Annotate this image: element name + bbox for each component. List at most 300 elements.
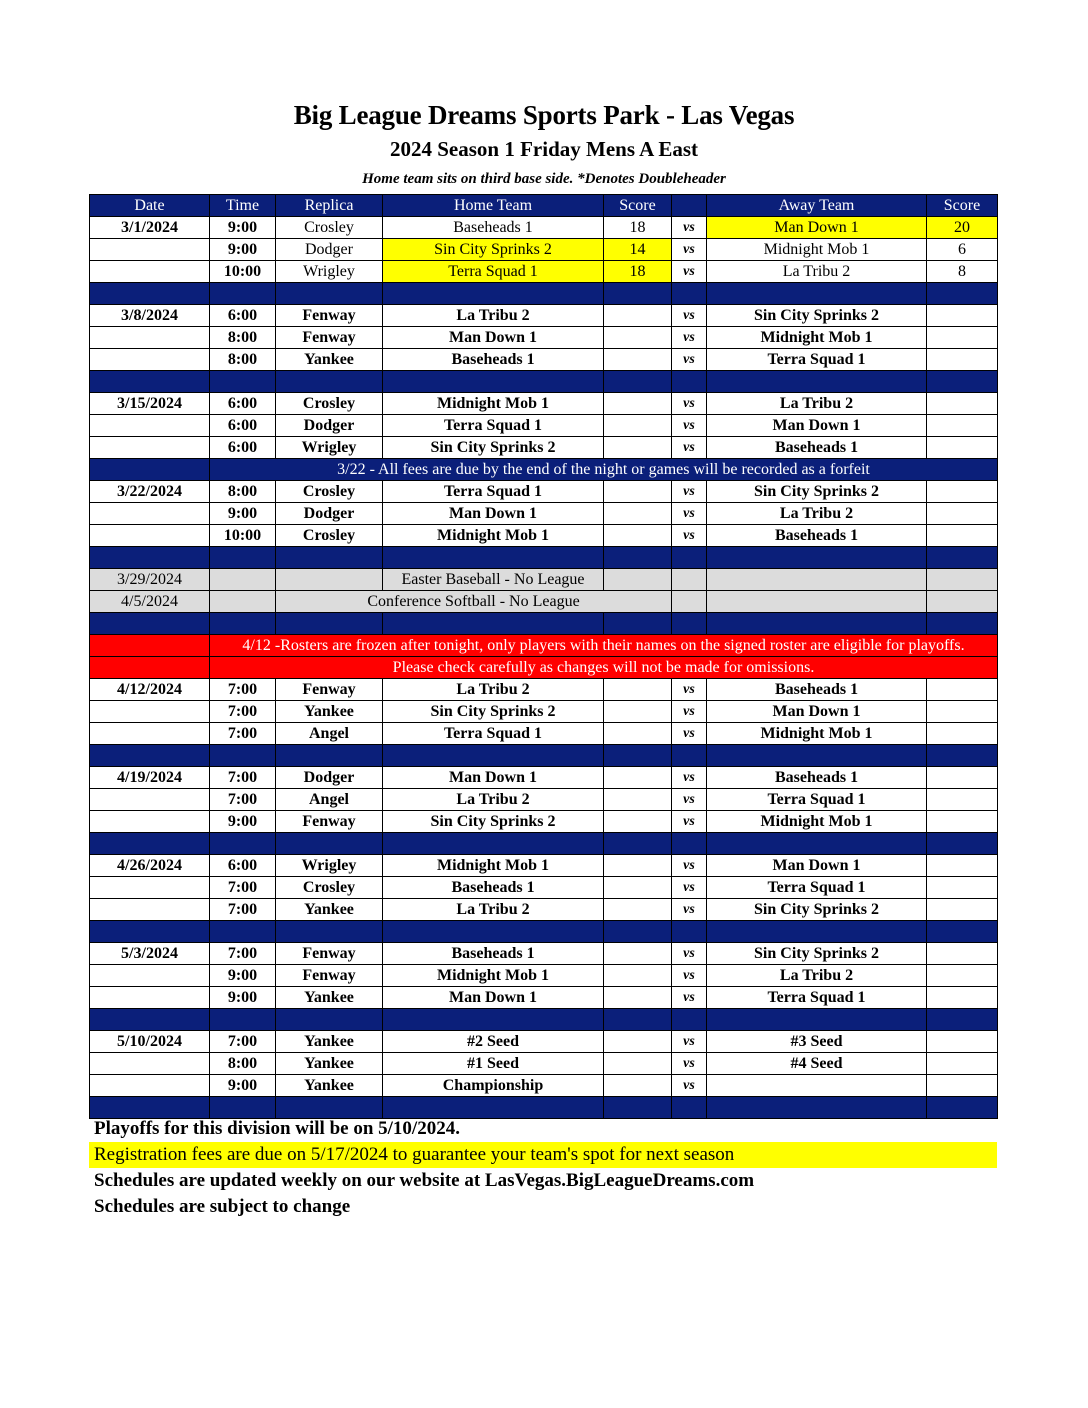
separator-cell bbox=[927, 833, 998, 855]
vs-cell: vs bbox=[672, 1053, 707, 1075]
away-team-cell: Baseheads 1 bbox=[707, 437, 927, 459]
home-team-cell: Baseheads 1 bbox=[383, 943, 604, 965]
game-row bbox=[90, 789, 998, 811]
empty-cell bbox=[672, 591, 707, 613]
time-cell: 7:00 bbox=[210, 877, 276, 899]
separator-cell bbox=[276, 833, 383, 855]
registration-note: Registration fees are due on 5/17/2024 to guarantee your team's spot for next season bbox=[89, 1142, 997, 1168]
away-team-cell: La Tribu 2 bbox=[707, 965, 927, 987]
time-cell: 10:00 bbox=[210, 261, 276, 283]
home-team-cell: Sin City Sprinks 2 bbox=[383, 701, 604, 723]
separator-cell bbox=[604, 1009, 672, 1031]
field-cell: Dodger bbox=[276, 503, 383, 525]
vs-cell: vs bbox=[672, 1031, 707, 1053]
away-score-cell: 6 bbox=[927, 239, 998, 261]
time-cell: 8:00 bbox=[210, 1053, 276, 1075]
separator-cell bbox=[210, 283, 276, 305]
game-row bbox=[90, 877, 998, 899]
game-row bbox=[90, 987, 998, 1009]
separator-cell bbox=[210, 371, 276, 393]
time-cell: 9:00 bbox=[210, 217, 276, 239]
no-league-text: Easter Baseball - No League bbox=[383, 569, 604, 591]
separator-cell bbox=[90, 921, 210, 943]
home-score-cell bbox=[604, 503, 672, 525]
home-score-cell bbox=[604, 679, 672, 701]
date-cell bbox=[90, 525, 210, 547]
website-note: Schedules are updated weekly on our website at LasVegas.BigLeagueDreams.com bbox=[94, 1170, 755, 1191]
away-team-cell: La Tribu 2 bbox=[707, 393, 927, 415]
page-subtitle: 2024 Season 1 Friday Mens A East bbox=[389, 137, 699, 161]
column-header: Away Team bbox=[707, 195, 927, 217]
home-score-cell: 18 bbox=[604, 261, 672, 283]
away-team-cell: Terra Squad 1 bbox=[707, 789, 927, 811]
away-score-cell bbox=[927, 481, 998, 503]
field-cell: Crosley bbox=[276, 217, 383, 239]
column-header bbox=[672, 195, 707, 217]
game-row bbox=[90, 481, 998, 503]
home-team-cell: Sin City Sprinks 2 bbox=[383, 239, 604, 261]
away-score-cell bbox=[927, 877, 998, 899]
away-team-cell: Sin City Sprinks 2 bbox=[707, 899, 927, 921]
separator-cell bbox=[604, 745, 672, 767]
time-cell: 6:00 bbox=[210, 855, 276, 877]
away-team-cell: #4 Seed bbox=[707, 1053, 927, 1075]
date-cell: 3/29/2024 bbox=[90, 569, 210, 591]
separator-cell bbox=[672, 745, 707, 767]
date-cell bbox=[90, 987, 210, 1009]
field-cell: Wrigley bbox=[276, 261, 383, 283]
home-team-cell: Terra Squad 1 bbox=[383, 415, 604, 437]
vs-cell: vs bbox=[672, 349, 707, 371]
away-team-cell: Sin City Sprinks 2 bbox=[707, 481, 927, 503]
empty-cell bbox=[604, 569, 672, 591]
separator-cell bbox=[276, 1009, 383, 1031]
date-cell: 3/22/2024 bbox=[90, 481, 210, 503]
vs-cell: vs bbox=[672, 965, 707, 987]
separator-cell bbox=[604, 921, 672, 943]
vs-cell: vs bbox=[672, 723, 707, 745]
field-cell: Angel bbox=[276, 789, 383, 811]
vs-cell: vs bbox=[672, 525, 707, 547]
separator-cell bbox=[383, 613, 604, 635]
away-score-cell bbox=[927, 943, 998, 965]
empty-cell bbox=[707, 569, 927, 591]
vs-cell: vs bbox=[672, 767, 707, 789]
time-cell: 6:00 bbox=[210, 437, 276, 459]
away-score-cell bbox=[927, 437, 998, 459]
separator-cell bbox=[927, 283, 998, 305]
away-score-cell bbox=[927, 1075, 998, 1097]
home-team-cell: Terra Squad 1 bbox=[383, 723, 604, 745]
away-score-cell: 20 bbox=[927, 217, 998, 239]
playoffs-note: Playoffs for this division will be on 5/10/2024. bbox=[94, 1118, 460, 1139]
column-header: Time bbox=[210, 195, 276, 217]
time-cell: 7:00 bbox=[210, 679, 276, 701]
game-row bbox=[90, 1031, 998, 1053]
away-team-cell: Sin City Sprinks 2 bbox=[707, 943, 927, 965]
field-cell: Yankee bbox=[276, 987, 383, 1009]
away-score-cell bbox=[927, 415, 998, 437]
separator-cell bbox=[210, 613, 276, 635]
vs-cell: vs bbox=[672, 701, 707, 723]
away-team-cell: Baseheads 1 bbox=[707, 767, 927, 789]
page-title: Big League Dreams Sports Park - Las Vegas bbox=[293, 100, 795, 130]
away-team-cell: Midnight Mob 1 bbox=[707, 723, 927, 745]
date-cell: 4/12/2024 bbox=[90, 679, 210, 701]
field-cell: Dodger bbox=[276, 415, 383, 437]
home-score-cell bbox=[604, 789, 672, 811]
no-league-row bbox=[90, 591, 998, 613]
separator-cell bbox=[383, 283, 604, 305]
away-team-cell: La Tribu 2 bbox=[707, 261, 927, 283]
away-score-cell: 8 bbox=[927, 261, 998, 283]
separator-cell bbox=[276, 371, 383, 393]
empty-cell bbox=[927, 591, 998, 613]
time-cell: 9:00 bbox=[210, 1075, 276, 1097]
time-cell: 6:00 bbox=[210, 305, 276, 327]
game-row bbox=[90, 239, 998, 261]
empty-cell bbox=[672, 569, 707, 591]
date-cell bbox=[90, 503, 210, 525]
away-team-cell: Man Down 1 bbox=[707, 701, 927, 723]
home-score-cell bbox=[604, 767, 672, 789]
vs-cell: vs bbox=[672, 239, 707, 261]
vs-cell: vs bbox=[672, 943, 707, 965]
vs-cell: vs bbox=[672, 261, 707, 283]
home-score-cell bbox=[604, 349, 672, 371]
empty-cell bbox=[276, 569, 383, 591]
separator-cell bbox=[383, 1009, 604, 1031]
field-cell: Dodger bbox=[276, 239, 383, 261]
field-cell: Yankee bbox=[276, 349, 383, 371]
notice-text: Please check carefully as changes will not be made for omissions. bbox=[210, 657, 998, 679]
home-score-cell bbox=[604, 855, 672, 877]
separator-cell bbox=[707, 745, 927, 767]
home-team-cell: Man Down 1 bbox=[383, 767, 604, 789]
notice-spacer bbox=[90, 635, 210, 657]
separator-cell bbox=[210, 1009, 276, 1031]
date-cell: 5/10/2024 bbox=[90, 1031, 210, 1053]
field-cell: Crosley bbox=[276, 525, 383, 547]
away-score-cell bbox=[927, 305, 998, 327]
separator-cell bbox=[672, 283, 707, 305]
game-row bbox=[90, 393, 998, 415]
away-team-cell: Baseheads 1 bbox=[707, 525, 927, 547]
game-row bbox=[90, 217, 998, 239]
time-cell: 7:00 bbox=[210, 899, 276, 921]
game-row bbox=[90, 525, 998, 547]
away-score-cell bbox=[927, 811, 998, 833]
home-team-cell: Midnight Mob 1 bbox=[383, 965, 604, 987]
time-cell: 6:00 bbox=[210, 415, 276, 437]
home-score-cell bbox=[604, 481, 672, 503]
separator-cell bbox=[672, 613, 707, 635]
separator-cell bbox=[90, 371, 210, 393]
separator-cell bbox=[707, 921, 927, 943]
vs-cell: vs bbox=[672, 899, 707, 921]
separator-cell bbox=[276, 613, 383, 635]
separator-row bbox=[90, 371, 998, 393]
empty-cell bbox=[210, 591, 276, 613]
home-score-cell bbox=[604, 1053, 672, 1075]
time-cell: 6:00 bbox=[210, 393, 276, 415]
date-cell: 3/8/2024 bbox=[90, 305, 210, 327]
game-row bbox=[90, 305, 998, 327]
separator-cell bbox=[383, 547, 604, 569]
schedule-table bbox=[89, 194, 998, 1119]
away-score-cell bbox=[927, 327, 998, 349]
game-row bbox=[90, 261, 998, 283]
game-row bbox=[90, 1053, 998, 1075]
field-cell: Crosley bbox=[276, 877, 383, 899]
schedule-note: Home team sits on third base side. *Denotes Doubleheader bbox=[362, 171, 726, 187]
separator-cell bbox=[383, 921, 604, 943]
vs-cell: vs bbox=[672, 217, 707, 239]
separator-cell bbox=[707, 371, 927, 393]
away-team-cell: Man Down 1 bbox=[707, 855, 927, 877]
away-score-cell bbox=[927, 899, 998, 921]
field-cell: Wrigley bbox=[276, 855, 383, 877]
home-score-cell bbox=[604, 305, 672, 327]
field-cell: Angel bbox=[276, 723, 383, 745]
game-row bbox=[90, 943, 998, 965]
away-score-cell bbox=[927, 679, 998, 701]
time-cell: 9:00 bbox=[210, 239, 276, 261]
field-cell: Crosley bbox=[276, 481, 383, 503]
home-team-cell: Midnight Mob 1 bbox=[383, 855, 604, 877]
date-cell bbox=[90, 349, 210, 371]
separator-cell bbox=[927, 745, 998, 767]
home-score-cell bbox=[604, 437, 672, 459]
column-header: Replica bbox=[276, 195, 383, 217]
time-cell: 7:00 bbox=[210, 723, 276, 745]
separator-cell bbox=[90, 1009, 210, 1031]
separator-cell bbox=[604, 613, 672, 635]
time-cell: 9:00 bbox=[210, 987, 276, 1009]
home-team-cell: La Tribu 2 bbox=[383, 305, 604, 327]
home-team-cell: #1 Seed bbox=[383, 1053, 604, 1075]
separator-row bbox=[90, 921, 998, 943]
vs-cell: vs bbox=[672, 679, 707, 701]
game-row bbox=[90, 327, 998, 349]
away-team-cell: Midnight Mob 1 bbox=[707, 239, 927, 261]
game-row bbox=[90, 855, 998, 877]
vs-cell: vs bbox=[672, 811, 707, 833]
vs-cell: vs bbox=[672, 481, 707, 503]
field-cell: Fenway bbox=[276, 811, 383, 833]
separator-cell bbox=[604, 547, 672, 569]
home-team-cell: La Tribu 2 bbox=[383, 679, 604, 701]
home-team-cell: La Tribu 2 bbox=[383, 899, 604, 921]
home-score-cell bbox=[604, 327, 672, 349]
separator-cell bbox=[276, 745, 383, 767]
separator-row bbox=[90, 547, 998, 569]
date-cell bbox=[90, 965, 210, 987]
away-team-cell: La Tribu 2 bbox=[707, 503, 927, 525]
separator-cell bbox=[210, 745, 276, 767]
away-score-cell bbox=[927, 855, 998, 877]
separator-cell bbox=[707, 1009, 927, 1031]
home-team-cell: #2 Seed bbox=[383, 1031, 604, 1053]
date-cell bbox=[90, 1075, 210, 1097]
empty-cell bbox=[707, 591, 927, 613]
game-row bbox=[90, 965, 998, 987]
away-team-cell: Sin City Sprinks 2 bbox=[707, 305, 927, 327]
date-cell: 5/3/2024 bbox=[90, 943, 210, 965]
game-row bbox=[90, 767, 998, 789]
time-cell: 7:00 bbox=[210, 789, 276, 811]
notice-spacer bbox=[90, 657, 210, 679]
no-league-text: Conference Softball - No League bbox=[276, 591, 672, 613]
separator-cell bbox=[210, 921, 276, 943]
date-cell bbox=[90, 327, 210, 349]
away-score-cell bbox=[927, 701, 998, 723]
time-cell: 7:00 bbox=[210, 1031, 276, 1053]
date-cell bbox=[90, 1053, 210, 1075]
away-score-cell bbox=[927, 767, 998, 789]
field-cell: Dodger bbox=[276, 767, 383, 789]
field-cell: Yankee bbox=[276, 701, 383, 723]
vs-cell: vs bbox=[672, 855, 707, 877]
roster-notice-row bbox=[90, 657, 998, 679]
home-team-cell: Terra Squad 1 bbox=[383, 261, 604, 283]
date-cell: 4/5/2024 bbox=[90, 591, 210, 613]
vs-cell: vs bbox=[672, 1075, 707, 1097]
date-cell: 3/15/2024 bbox=[90, 393, 210, 415]
column-header: Score bbox=[604, 195, 672, 217]
separator-cell bbox=[927, 1009, 998, 1031]
time-cell: 8:00 bbox=[210, 327, 276, 349]
date-cell bbox=[90, 789, 210, 811]
away-team-cell: Terra Squad 1 bbox=[707, 877, 927, 899]
time-cell: 9:00 bbox=[210, 811, 276, 833]
notice-text: 3/22 - All fees are due by the end of the night or games will be recorded as a forfeit bbox=[210, 459, 998, 481]
field-cell: Wrigley bbox=[276, 437, 383, 459]
home-team-cell: Sin City Sprinks 2 bbox=[383, 437, 604, 459]
date-cell: 4/26/2024 bbox=[90, 855, 210, 877]
home-score-cell bbox=[604, 877, 672, 899]
field-cell: Fenway bbox=[276, 965, 383, 987]
home-score-cell bbox=[604, 723, 672, 745]
away-team-cell: Man Down 1 bbox=[707, 217, 927, 239]
field-cell: Crosley bbox=[276, 393, 383, 415]
home-team-cell: La Tribu 2 bbox=[383, 789, 604, 811]
separator-cell bbox=[90, 613, 210, 635]
date-cell bbox=[90, 239, 210, 261]
away-score-cell bbox=[927, 349, 998, 371]
home-team-cell: Man Down 1 bbox=[383, 987, 604, 1009]
vs-cell: vs bbox=[672, 305, 707, 327]
separator-cell bbox=[604, 371, 672, 393]
separator-cell bbox=[90, 547, 210, 569]
home-team-cell: Man Down 1 bbox=[383, 503, 604, 525]
separator-cell bbox=[210, 547, 276, 569]
separator-cell bbox=[210, 833, 276, 855]
game-row bbox=[90, 899, 998, 921]
time-cell: 9:00 bbox=[210, 965, 276, 987]
game-row bbox=[90, 437, 998, 459]
field-cell: Fenway bbox=[276, 943, 383, 965]
away-score-cell bbox=[927, 723, 998, 745]
date-cell bbox=[90, 701, 210, 723]
time-cell: 9:00 bbox=[210, 503, 276, 525]
vs-cell: vs bbox=[672, 327, 707, 349]
separator-cell bbox=[383, 833, 604, 855]
field-cell: Yankee bbox=[276, 1075, 383, 1097]
separator-cell bbox=[90, 833, 210, 855]
time-cell: 10:00 bbox=[210, 525, 276, 547]
separator-cell bbox=[707, 283, 927, 305]
separator-cell bbox=[276, 283, 383, 305]
separator-cell bbox=[276, 547, 383, 569]
column-header: Home Team bbox=[383, 195, 604, 217]
separator-cell bbox=[672, 921, 707, 943]
field-cell: Yankee bbox=[276, 1031, 383, 1053]
separator-row bbox=[90, 745, 998, 767]
away-team-cell: Terra Squad 1 bbox=[707, 987, 927, 1009]
table-header-row bbox=[90, 195, 998, 217]
separator-cell bbox=[927, 371, 998, 393]
time-cell: 7:00 bbox=[210, 943, 276, 965]
date-cell: 3/1/2024 bbox=[90, 217, 210, 239]
game-row bbox=[90, 349, 998, 371]
home-score-cell bbox=[604, 965, 672, 987]
separator-cell bbox=[672, 371, 707, 393]
vs-cell: vs bbox=[672, 393, 707, 415]
time-cell: 8:00 bbox=[210, 349, 276, 371]
home-score-cell bbox=[604, 1075, 672, 1097]
notice-spacer bbox=[90, 459, 210, 481]
separator-cell bbox=[927, 547, 998, 569]
away-team-cell: Midnight Mob 1 bbox=[707, 811, 927, 833]
game-row bbox=[90, 415, 998, 437]
separator-cell bbox=[604, 833, 672, 855]
date-cell: 4/19/2024 bbox=[90, 767, 210, 789]
game-row bbox=[90, 679, 998, 701]
away-team-cell: #3 Seed bbox=[707, 1031, 927, 1053]
separator-row bbox=[90, 283, 998, 305]
home-team-cell: Midnight Mob 1 bbox=[383, 525, 604, 547]
home-score-cell: 14 bbox=[604, 239, 672, 261]
vs-cell: vs bbox=[672, 987, 707, 1009]
away-team-cell: Terra Squad 1 bbox=[707, 349, 927, 371]
separator-cell bbox=[672, 547, 707, 569]
home-score-cell bbox=[604, 943, 672, 965]
home-team-cell: Baseheads 1 bbox=[383, 877, 604, 899]
away-score-cell bbox=[927, 789, 998, 811]
separator-row bbox=[90, 1009, 998, 1031]
separator-cell bbox=[604, 283, 672, 305]
home-score-cell bbox=[604, 811, 672, 833]
away-score-cell bbox=[927, 525, 998, 547]
field-cell: Fenway bbox=[276, 327, 383, 349]
empty-cell bbox=[210, 569, 276, 591]
date-cell bbox=[90, 811, 210, 833]
vs-cell: vs bbox=[672, 415, 707, 437]
date-cell bbox=[90, 899, 210, 921]
change-note: Schedules are subject to change bbox=[94, 1196, 351, 1217]
fee-notice-row bbox=[90, 459, 998, 481]
away-team-cell bbox=[707, 1075, 927, 1097]
separator-cell bbox=[276, 921, 383, 943]
home-score-cell bbox=[604, 415, 672, 437]
date-cell bbox=[90, 723, 210, 745]
vs-cell: vs bbox=[672, 503, 707, 525]
away-team-cell: Midnight Mob 1 bbox=[707, 327, 927, 349]
separator-cell bbox=[672, 833, 707, 855]
separator-cell bbox=[383, 371, 604, 393]
away-score-cell bbox=[927, 987, 998, 1009]
